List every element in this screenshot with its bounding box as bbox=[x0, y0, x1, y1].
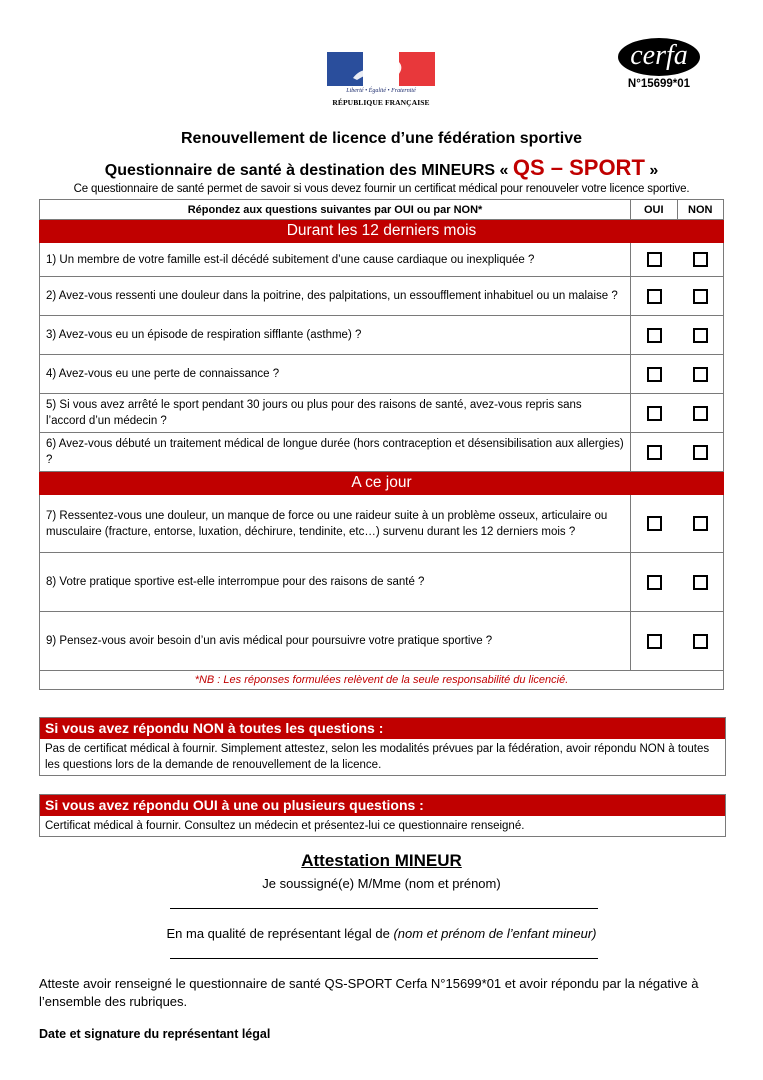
outcome-any-yes-body: Certificat médical à fournir. Consultez un médecin et présentez-lui ce questionnaire renseigné. bbox=[45, 820, 525, 832]
instructions-header: Répondez aux questions suivantes par OUI ou par NON* bbox=[40, 200, 631, 220]
question-row bbox=[40, 394, 724, 433]
question-text: 2) Avez-vous ressenti une douleur dans la poitrine, des palpitations, un essoufflement inhabituel ou un malaise ? bbox=[40, 277, 631, 316]
section-title: Durant les 12 derniers mois bbox=[40, 220, 724, 243]
checkbox-oui[interactable] bbox=[647, 634, 662, 649]
checkbox-oui[interactable] bbox=[647, 367, 662, 382]
question-text: 6) Avez-vous débuté un traitement médical de longue durée (hors contraception et désensibilisation aux allergies) ? bbox=[40, 433, 631, 472]
responsibility-note: *NB : Les réponses formulées relèvent de la seule responsabilité du licencié. bbox=[40, 671, 724, 690]
child-label-prefix: En ma qualité de représentant légal de bbox=[166, 926, 394, 941]
section-header-row bbox=[40, 472, 724, 495]
question-row bbox=[40, 612, 724, 671]
guardian-name-line[interactable] bbox=[170, 908, 598, 909]
col-header-oui: OUI bbox=[631, 200, 678, 220]
outcome-all-no-title: Si vous avez répondu NON à toutes les questions : bbox=[40, 718, 725, 739]
col-header-non: NON bbox=[677, 200, 724, 220]
question-text: 1) Un membre de votre famille est-il décédé subitement d’une cause cardiaque ou inexpliquée ? bbox=[40, 243, 631, 277]
checkbox-non[interactable] bbox=[693, 445, 708, 460]
cerfa-logo-icon: cerfa bbox=[618, 38, 700, 76]
checkbox-non[interactable] bbox=[693, 367, 708, 382]
questionnaire-table bbox=[39, 199, 724, 690]
checkbox-oui[interactable] bbox=[647, 575, 662, 590]
question-row bbox=[40, 553, 724, 612]
republique-francaise-logo bbox=[325, 52, 437, 114]
question-row bbox=[40, 316, 724, 355]
attestation-child-label bbox=[0, 926, 763, 941]
checkbox-non[interactable] bbox=[693, 575, 708, 590]
attestation-title: Attestation MINEUR bbox=[301, 851, 462, 870]
section-header-row bbox=[40, 220, 724, 243]
checkbox-oui[interactable] bbox=[647, 445, 662, 460]
checkbox-oui[interactable] bbox=[647, 289, 662, 304]
subtitle-suffix: » bbox=[644, 162, 659, 179]
cerfa-badge bbox=[614, 38, 704, 94]
question-row bbox=[40, 243, 724, 277]
outcome-any-yes-title: Si vous avez répondu OUI à une ou plusieurs questions : bbox=[40, 795, 725, 816]
question-text: 4) Avez-vous eu une perte de connaissance ? bbox=[40, 355, 631, 394]
checkbox-oui[interactable] bbox=[647, 406, 662, 421]
checkbox-oui[interactable] bbox=[647, 516, 662, 531]
note-row bbox=[40, 671, 724, 690]
attestation-paragraph: Atteste avoir renseigné le questionnaire de santé QS-SPORT Cerfa N°15699*01 et avoir répondu par la négative à l’ensemble des rubriques. bbox=[39, 976, 699, 1009]
page-subtitle bbox=[0, 155, 763, 181]
page-title: Renouvellement de licence d’une fédération sportive bbox=[181, 130, 582, 147]
checkbox-non[interactable] bbox=[693, 516, 708, 531]
question-text: 3) Avez-vous eu un épisode de respiration sifflante (asthme) ? bbox=[40, 316, 631, 355]
signature-label: Date et signature du représentant légal bbox=[39, 1027, 271, 1041]
child-name-line[interactable] bbox=[170, 958, 598, 959]
logo-name: RÉPUBLIQUE FRANÇAISE bbox=[332, 98, 430, 107]
question-row bbox=[40, 495, 724, 553]
question-row bbox=[40, 433, 724, 472]
cerfa-number: N°15699*01 bbox=[627, 78, 691, 90]
checkbox-non[interactable] bbox=[693, 328, 708, 343]
attestation-name-label: Je soussigné(e) M/Mme (nom et prénom) bbox=[262, 876, 501, 891]
outcome-any-yes bbox=[39, 794, 726, 837]
outcome-all-no-body: Pas de certificat médical à fournir. Simplement attestez, selon les modalités prévues par la fédération, avoir répondu NON à toutes les questions lors de la demande de renouvellement de la licence. bbox=[45, 743, 710, 771]
outcome-all-no bbox=[39, 717, 726, 776]
checkbox-oui[interactable] bbox=[647, 328, 662, 343]
question-row bbox=[40, 355, 724, 394]
intro-text: Ce questionnaire de santé permet de savoir si vous devez fournir un certificat médical pour renouveler votre licence sportive. bbox=[73, 183, 690, 195]
question-text: 8) Votre pratique sportive est-elle interrompue pour des raisons de santé ? bbox=[40, 553, 631, 612]
checkbox-non[interactable] bbox=[693, 634, 708, 649]
logo-motto: Liberté • Égalité • Fraternité bbox=[346, 88, 416, 94]
question-text: 7) Ressentez-vous une douleur, un manque de force ou une raideur suite à un problème osseux, articulaire ou musculaire (fracture, entorse, luxation, déchirure, tendinite, etc…) survenu durant les 12 derniers mois ? bbox=[40, 495, 631, 553]
marianne-flag-icon bbox=[327, 52, 435, 86]
question-text: 9) Pensez-vous avoir besoin d’un avis médical pour poursuivre votre pratique sportive ? bbox=[40, 612, 631, 671]
child-label-italic: (nom et prénom de l’enfant mineur) bbox=[393, 926, 597, 941]
table-header-row bbox=[40, 200, 724, 220]
question-text: 5) Si vous avez arrêté le sport pendant 30 jours ou plus pour des raisons de santé, avez-vous repris sans l’accord d’un médecin ? bbox=[40, 394, 631, 433]
section-title: A ce jour bbox=[40, 472, 724, 495]
subtitle-prefix: Questionnaire de santé à destination des MINEURS « bbox=[104, 162, 513, 179]
checkbox-non[interactable] bbox=[693, 252, 708, 267]
checkbox-non[interactable] bbox=[693, 289, 708, 304]
question-row bbox=[40, 277, 724, 316]
subtitle-highlight: QS – SPORT bbox=[512, 155, 645, 180]
checkbox-oui[interactable] bbox=[647, 252, 662, 267]
checkbox-non[interactable] bbox=[693, 406, 708, 421]
